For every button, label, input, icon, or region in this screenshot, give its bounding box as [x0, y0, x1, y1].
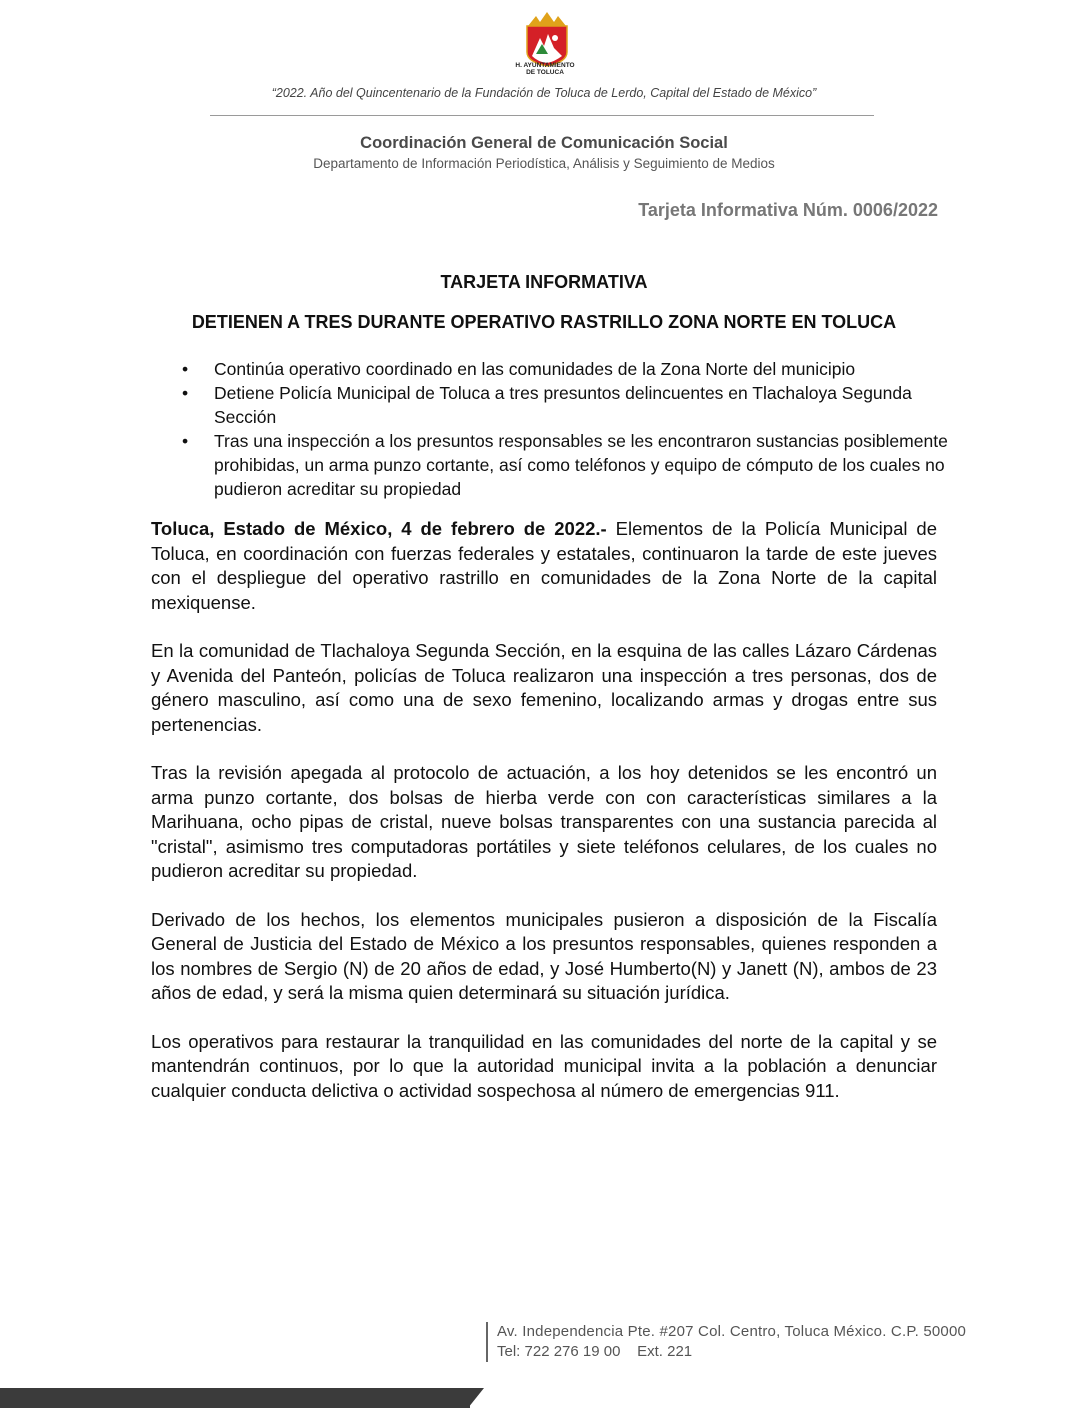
logo-caption-line2: DE TOLUCA [526, 69, 564, 76]
coordination-name: Coordinación General de Comunicación Social [360, 134, 728, 152]
header-divider [210, 115, 874, 116]
bullet-text: Tras una inspección a los presuntos responsables se les encontraron sustancias posiblemente prohibidas, un arma punzo cortante, así como teléfonos y equipo de cómputo de los cuales no pudieron acreditar su propiedad [214, 431, 948, 499]
paragraph-4: Derivado de los hechos, los elementos municipales pusieron a disposición de la Fiscalía General de Justicia del Estado de México a los presuntos responsables, quienes responden a los nombres de Sergio (N) de 20 años de edad, y José Humberto(N) y Janett (N), ambos de 23 años de edad, y será la misma quien determinará su situación jurídica. [151, 908, 937, 1003]
footer-address: Av. Independencia Pte. #207 Col. Centro, Toluca México. C.P. 50000 [497, 1323, 967, 1340]
paragraph-1-text: Elementos de la Policía Municipal de Toluca, en coordinación con fuerzas federales y estatales, continuaron la tarde de este jueves con el despliegue del operativo rastrillo en comunidades de la Zona Norte de la capital mexiquense. [151, 518, 937, 613]
document-title: TARJETA INFORMATIVA [440, 272, 648, 292]
bullet-icon: • [182, 431, 189, 451]
footer-contact [497, 1322, 966, 1362]
article-body [151, 517, 937, 1103]
paragraph-1 [151, 517, 937, 615]
headline: DETIENEN A TRES DURANTE OPERATIVO RASTRILLO ZONA NORTE EN TOLUCA [191, 312, 897, 332]
logo-caption-line1: H. AYUNTAMIENTO [515, 62, 575, 69]
bullet-text: Detiene Policía Municipal de Toluca a tres presuntos delincuentes en Tlachaloya Segunda Sección [214, 383, 912, 427]
footer-bar [0, 1388, 470, 1408]
year-motto: “2022. Año del Quincentenario de la Fundación de Toluca de Lerdo, Capital del Estado de México” [271, 86, 817, 100]
bullet-icon: • [182, 383, 189, 403]
dateline: Toluca, Estado de México, 4 de febrero de 2022.- [151, 518, 607, 539]
department-name: Departamento de Información Periodística, Análisis y Seguimiento de Medios [313, 156, 775, 171]
footer-bar-tip [468, 1388, 484, 1408]
reference-number: Tarjeta Informativa Núm. 0006/2022 [638, 200, 938, 220]
paragraph-3: Tras la revisión apegada al protocolo de actuación, a los hoy detenidos se les encontró un arma punzo cortante, dos bolsas de hierba verde con con características similares a la Marihuana, ocho pipas de cristal, nueve bolsas transparentes con una sustancia parecida al "cristal", asimismo tres computadoras portátiles y siete teléfonos celulares, de los cuales no pudieron acreditar su propiedad. [151, 762, 937, 881]
paragraph-2: En la comunidad de Tlachaloya Segunda Sección, en la esquina de las calles Lázaro Cárdenas y Avenida del Panteón, policías de Toluca realizaron una inspección a tres personas, dos de género masculino, así como una de sexo femenino, localizando armas y drogas entre sus pertenencias. [151, 640, 937, 735]
bullet-item [178, 381, 948, 429]
paragraph-5: Los operativos para restaurar la tranquilidad en las comunidades del norte de la capital y se mantendrán continuos, por lo que la autoridad municipal invita a la población a denunciar cualquier conducta delictiva o actividad sospechosa al número de emergencias 911. [151, 1030, 937, 1101]
logo-caption [500, 62, 590, 76]
bullet-item [178, 429, 948, 501]
summary-bullets [178, 357, 948, 501]
footer-phone: Tel: 722 276 19 00 Ext. 221 [497, 1343, 693, 1360]
footer-divider [486, 1322, 488, 1362]
bullet-text: Continúa operativo coordinado en las comunidades de la Zona Norte del municipio [214, 359, 856, 379]
bullet-item [178, 357, 948, 381]
bullet-icon: • [182, 359, 189, 379]
